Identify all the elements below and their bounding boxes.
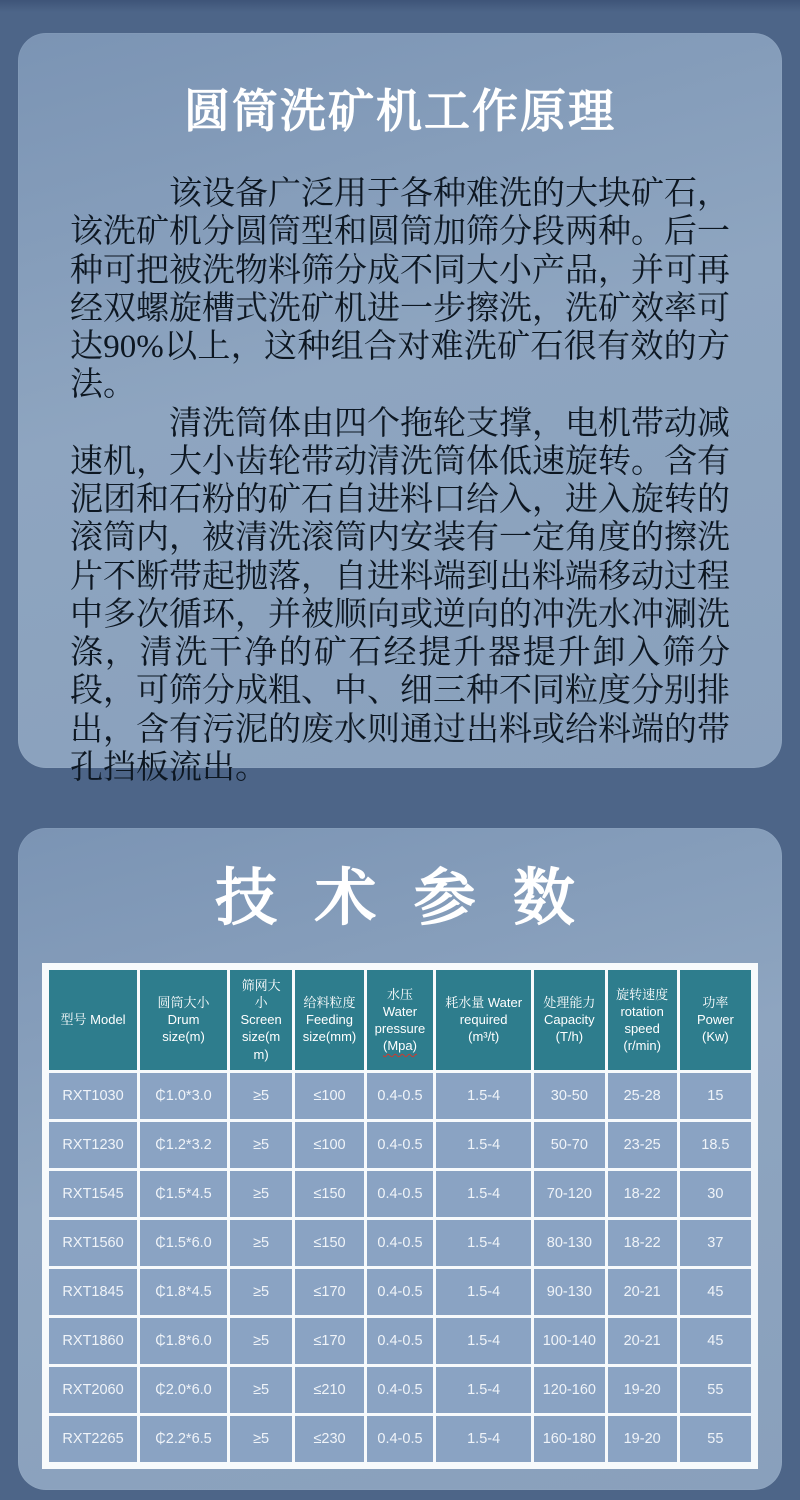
specs-cell: ₵1.0*3.0 — [140, 1073, 227, 1119]
specs-cell: 45 — [680, 1318, 751, 1364]
specs-cell: 25-28 — [608, 1073, 677, 1119]
specs-cell: ≤100 — [295, 1122, 363, 1168]
specs-cell: ≥5 — [230, 1171, 292, 1217]
specs-row — [49, 1122, 751, 1168]
specs-cell: 18.5 — [680, 1122, 751, 1168]
specs-cell: 18-22 — [608, 1220, 677, 1266]
specs-cell: ≥5 — [230, 1269, 292, 1315]
specs-cell: 19-20 — [608, 1367, 677, 1413]
specs-cell: 18-22 — [608, 1171, 677, 1217]
specs-cell: ₵2.0*6.0 — [140, 1367, 227, 1413]
specs-cell: 1.5-4 — [436, 1171, 531, 1217]
specs-cell: ≤100 — [295, 1073, 363, 1119]
specs-cell: 0.4-0.5 — [367, 1269, 433, 1315]
specs-cell: 15 — [680, 1073, 751, 1119]
specs-cell: 37 — [680, 1220, 751, 1266]
specs-cell: ≤150 — [295, 1220, 363, 1266]
specs-header-row — [49, 970, 751, 1070]
specs-row — [49, 1416, 751, 1462]
specs-row — [49, 1171, 751, 1217]
specs-cell: 30 — [680, 1171, 751, 1217]
specs-column-header: 给料粒度 Feeding size(mm) — [295, 970, 363, 1070]
specs-card — [18, 828, 782, 1490]
specs-cell: 20-21 — [608, 1318, 677, 1364]
specs-cell: ₵1.8*6.0 — [140, 1318, 227, 1364]
specs-cell: 0.4-0.5 — [367, 1122, 433, 1168]
specs-cell: 45 — [680, 1269, 751, 1315]
specs-cell: ≥5 — [230, 1220, 292, 1266]
page-title: 圆筒洗矿机工作原理 — [184, 85, 616, 137]
specs-cell: 1.5-4 — [436, 1367, 531, 1413]
specs-cell: ₵1.8*4.5 — [140, 1269, 227, 1315]
specs-cell: 30-50 — [534, 1073, 605, 1119]
specs-cell: RXT2265 — [49, 1416, 137, 1462]
specs-cell: 0.4-0.5 — [367, 1073, 433, 1119]
specs-cell: 1.5-4 — [436, 1220, 531, 1266]
specs-cell: 55 — [680, 1416, 751, 1462]
specs-cell: ≤170 — [295, 1318, 363, 1364]
intro-card — [18, 33, 782, 786]
specs-column-header: 型号 Model — [49, 970, 137, 1070]
specs-table — [46, 967, 754, 1465]
specs-row — [49, 1269, 751, 1315]
specs-row — [49, 1318, 751, 1364]
specs-cell: 70-120 — [534, 1171, 605, 1217]
specs-column-header: 旋转速度 rotation speed (r/min) — [608, 970, 677, 1070]
specs-cell: 19-20 — [608, 1416, 677, 1462]
specs-column-header: 功率 Power (Kw) — [680, 970, 751, 1070]
specs-cell: 23-25 — [608, 1122, 677, 1168]
specs-cell: 80-130 — [534, 1220, 605, 1266]
specs-cell: ₵2.2*6.5 — [140, 1416, 227, 1462]
specs-cell: RXT1030 — [49, 1073, 137, 1119]
specs-cell: ≤230 — [295, 1416, 363, 1462]
specs-cell: 1.5-4 — [436, 1416, 531, 1462]
specs-column-header: 耗水量 Water required (m³/t) — [436, 970, 531, 1070]
specs-cell: ≥5 — [230, 1073, 292, 1119]
specs-row — [49, 1367, 751, 1413]
specs-row — [49, 1073, 751, 1119]
specs-table-frame — [42, 963, 758, 1469]
specs-cell: 0.4-0.5 — [367, 1367, 433, 1413]
specs-cell: 0.4-0.5 — [367, 1318, 433, 1364]
specs-cell: RXT1560 — [49, 1220, 137, 1266]
specs-cell: 50-70 — [534, 1122, 605, 1168]
intro-text-block — [70, 175, 730, 787]
specs-cell: 100-140 — [534, 1318, 605, 1364]
specs-cell: 1.5-4 — [436, 1318, 531, 1364]
specs-cell: 55 — [680, 1367, 751, 1413]
specs-table-body — [49, 1073, 751, 1462]
specs-cell: ≤150 — [295, 1171, 363, 1217]
specs-cell: ≥5 — [230, 1416, 292, 1462]
intro-paragraph-2: 清洗筒体由四个拖轮支撑，电机带动减速机，大小齿轮带动清洗筒体低速旋转。含有泥团和石粉的矿石自进料口给入，进入旋转的滚筒内，被清洗滚筒内安装有一定角度的擦洗片不断带起抛落，自进料端到出料端移动过程中多次循环，并被顺向或逆向的冲洗水冲涮洗涤，清洗干净的矿石经提升器提升卸入筛分段，可筛分成粗、中、细三种不同粒度分别排出，含有污泥的废水则通过出料或给料端的带孔挡板流出。 — [70, 405, 730, 786]
specs-cell: 90-130 — [534, 1269, 605, 1315]
specs-cell: 1.5-4 — [436, 1122, 531, 1168]
specs-column-header: 水压 Water pressure (Mpa) — [367, 970, 433, 1070]
specs-cell: 0.4-0.5 — [367, 1416, 433, 1462]
specs-cell: RXT1845 — [49, 1269, 137, 1315]
specs-cell: RXT1230 — [49, 1122, 137, 1168]
specs-cell: 160-180 — [534, 1416, 605, 1462]
specs-cell: 1.5-4 — [436, 1269, 531, 1315]
specs-cell: RXT1545 — [49, 1171, 137, 1217]
specs-column-header: 筛网大 小 Screen size(m m) — [230, 970, 292, 1070]
specs-column-header: 圆筒大小 Drum size(m) — [140, 970, 227, 1070]
specs-cell: RXT1860 — [49, 1318, 137, 1364]
specs-cell: 0.4-0.5 — [367, 1220, 433, 1266]
specs-column-header: 处理能力 Capacity (T/h) — [534, 970, 605, 1070]
specs-title: 技 术 参 数 — [215, 864, 585, 933]
specs-cell: ≤210 — [295, 1367, 363, 1413]
specs-cell: 120-160 — [534, 1367, 605, 1413]
specs-cell: ≥5 — [230, 1318, 292, 1364]
specs-cell: 20-21 — [608, 1269, 677, 1315]
intro-paragraph-1: 该设备广泛用于各种难洗的大块矿石，该洗矿机分圆筒型和圆筒加筛分段两种。后一种可把被洗物料筛分成不同大小产品，并可再经双螺旋槽式洗矿机进一步擦洗，洗矿效率可达90%以上，这种组合对难洗矿石很有效的方法。 — [70, 176, 730, 404]
specs-row — [49, 1220, 751, 1266]
specs-cell: ₵1.5*6.0 — [140, 1220, 227, 1266]
specs-cell: ≤170 — [295, 1269, 363, 1315]
specs-cell: 1.5-4 — [436, 1073, 531, 1119]
specs-cell: RXT2060 — [49, 1367, 137, 1413]
specs-cell: ≥5 — [230, 1122, 292, 1168]
specs-cell: ₵1.5*4.5 — [140, 1171, 227, 1217]
specs-cell: ₵1.2*3.2 — [140, 1122, 227, 1168]
specs-cell: 0.4-0.5 — [367, 1171, 433, 1217]
specs-cell: ≥5 — [230, 1367, 292, 1413]
